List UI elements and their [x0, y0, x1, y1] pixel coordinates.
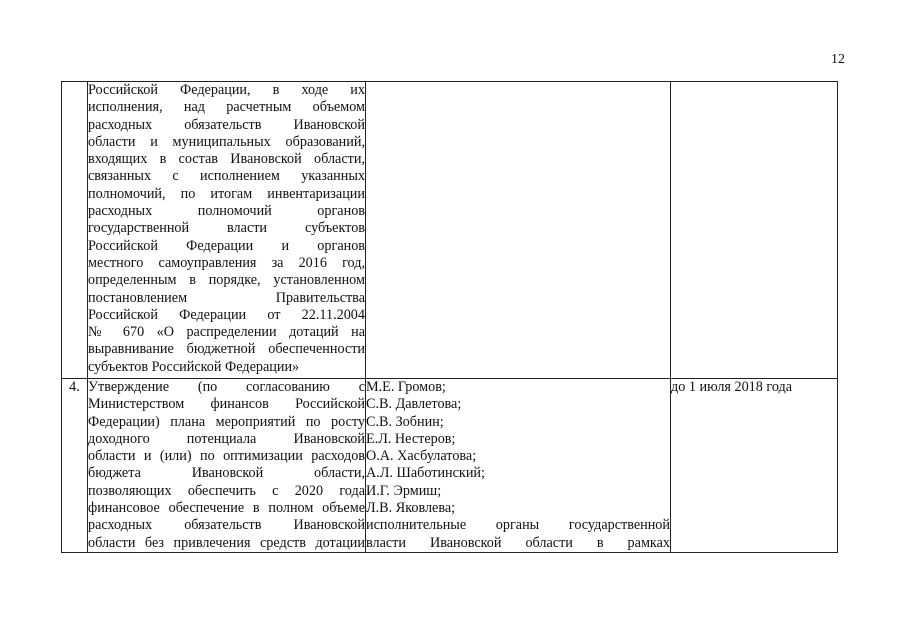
deadline-cell: до 1 июля 2018 года — [671, 379, 838, 553]
executor-line: С.В. Зобнин; — [366, 413, 444, 430]
description-line: Российской Федерации и органов — [88, 237, 365, 254]
description-cell — [88, 82, 366, 379]
description-cell — [88, 379, 366, 553]
deadline-cell — [671, 82, 838, 379]
table-row — [62, 82, 838, 379]
description-line: Российской Федерации, в ходе их — [88, 82, 365, 98]
description-line: Российской Федерации от 22.11.2004 — [88, 306, 365, 323]
executor-line: Е.Л. Нестеров; — [366, 430, 456, 447]
description-line: расходных обязательств Ивановской — [88, 116, 365, 133]
row-number-cell: 4. — [62, 379, 88, 553]
description-line: расходных полномочий органов — [88, 203, 365, 220]
description-line: исполнения, над расчетным объемом — [88, 99, 365, 116]
description-line: области и (или) по оптимизации расходов — [88, 448, 365, 465]
description-line: доходного потенциала Ивановской — [88, 430, 365, 447]
executor-line: Л.В. Яковлева; — [366, 500, 456, 517]
executor-line: М.Е. Громов; — [366, 379, 446, 395]
executors-cell — [366, 82, 671, 379]
page-number: 12 — [831, 52, 845, 67]
executor-line: власти Ивановской области в рамках — [366, 534, 670, 551]
description-line: выравнивание бюджетной обеспеченности — [88, 341, 365, 358]
description-line: позволяющих обеспечить с 2020 года — [88, 482, 365, 499]
description-line: постановлением Правительства — [88, 289, 365, 306]
description-line: связанных с исполнением указанных — [88, 168, 365, 185]
executor-line: И.Г. Эрмиш; — [366, 482, 442, 499]
executors-cell — [366, 379, 671, 553]
description-line: Утверждение (по согласованию с — [88, 379, 365, 395]
description-line: Федерации) плана мероприятий по росту — [88, 413, 365, 430]
description-line: полномочий, по итогам инвентаризации — [88, 185, 365, 202]
row-number-cell — [62, 82, 88, 379]
description-line: расходных обязательств Ивановской — [88, 517, 365, 534]
description-line: Министерством финансов Российской — [88, 396, 365, 413]
description-line: местного самоуправления за 2016 год, — [88, 254, 365, 271]
description-line: № 670 «О распределении дотаций на — [88, 324, 365, 341]
description-line: государственной власти субъектов — [88, 220, 365, 237]
executor-line: А.Л. Шаботинский; — [366, 465, 485, 482]
table-row — [62, 379, 838, 553]
executor-line: С.В. Давлетова; — [366, 396, 462, 413]
description-line: области без привлечения средств дотации — [88, 534, 365, 551]
executor-line: исполнительные органы государственной — [366, 517, 670, 534]
description-line: финансовое обеспечение в полном объеме — [88, 500, 365, 517]
description-line: области и муниципальных образований, — [88, 133, 365, 150]
description-line: бюджета Ивановской области, — [88, 465, 365, 482]
description-line: субъектов Российской Федерации» — [88, 358, 300, 375]
description-line: определенным в порядке, установленном — [88, 272, 365, 289]
executor-line: О.А. Хасбулатова; — [366, 448, 477, 465]
description-line: входящих в состав Ивановской области, — [88, 151, 365, 168]
action-plan-table — [61, 81, 838, 553]
